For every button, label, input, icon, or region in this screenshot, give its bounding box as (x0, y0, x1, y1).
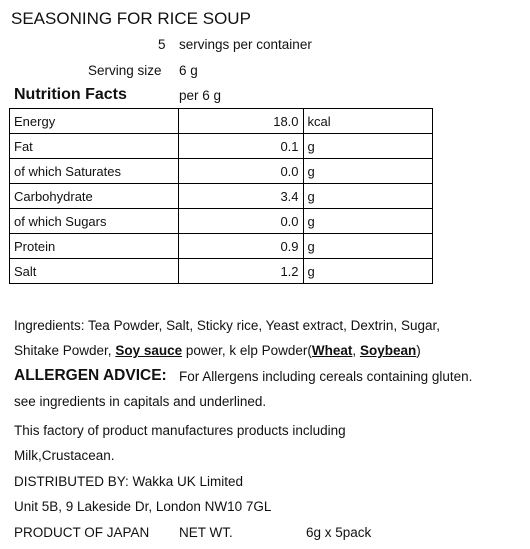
allergen-text: For Allergens including cereals containing gluten. (179, 369, 473, 384)
product-title: SEASONING FOR RICE SOUP (11, 9, 251, 28)
serving-size-label: Serving size (88, 63, 162, 78)
table-row (10, 209, 433, 234)
nutrient-unit: g (303, 234, 432, 259)
table-row (10, 259, 433, 284)
nutrient-unit: g (303, 209, 432, 234)
net-weight-value: 6g x 5pack (306, 525, 372, 540)
allergen-wheat: Wheat (311, 343, 353, 358)
ingredients-close: ) (416, 343, 421, 358)
nutrition-facts-heading: Nutrition Facts (14, 86, 127, 103)
product-origin: PRODUCT OF JAPAN (14, 525, 150, 540)
servings-count: 5 (158, 37, 166, 52)
table-row (10, 109, 433, 134)
nutrient-value: 3.4 (179, 184, 303, 209)
serving-size-value: 6 g (179, 63, 198, 78)
nutrient-name: of which Saturates (10, 159, 179, 184)
factory-line-1: This factory of product manufactures products including (14, 423, 346, 438)
nutrient-unit: g (303, 134, 432, 159)
net-weight-label: NET WT. (179, 525, 233, 540)
nutrient-value: 0.1 (179, 134, 303, 159)
allergen-soy-sauce: Soy sauce (115, 343, 183, 358)
ingredients-separator: , (352, 343, 360, 358)
table-row (10, 184, 433, 209)
allergen-line-2: see ingredients in capitals and underlined. (14, 394, 267, 409)
nutrition-per-label: per 6 g (179, 88, 222, 103)
nutrient-unit: kcal (303, 109, 432, 134)
nutrient-unit: g (303, 159, 432, 184)
table-row (10, 234, 433, 259)
nutrient-value: 18.0 (179, 109, 303, 134)
servings-label: servings per container (179, 37, 312, 52)
distributor-address: Unit 5B, 9 Lakeside Dr, London NW10 7GL (14, 499, 272, 514)
factory-line-2: Milk,Crustacean. (14, 448, 115, 463)
ingredients-line-1: Ingredients: Tea Powder, Salt, Sticky rice, Yeast extract, Dextrin, Sugar, (14, 318, 440, 333)
nutrition-table (9, 108, 433, 284)
ingredients-text: Shitake Powder, (14, 343, 116, 358)
nutrient-name: Carbohydrate (10, 184, 179, 209)
nutrient-value: 0.0 (179, 209, 303, 234)
allergen-heading: ALLERGEN ADVICE: (14, 367, 167, 384)
nutrient-name: Fat (10, 134, 179, 159)
nutrient-value: 0.0 (179, 159, 303, 184)
allergen-soybean: Soybean (359, 343, 417, 358)
ingredients-text: power, k elp Powder( (182, 343, 312, 358)
ingredients-line-2 (14, 343, 421, 358)
nutrient-value: 1.2 (179, 259, 303, 284)
nutrient-value: 0.9 (179, 234, 303, 259)
nutrient-unit: g (303, 184, 432, 209)
distributor-line-1: DISTRIBUTED BY: Wakka UK Limited (14, 474, 244, 489)
nutrient-name: Salt (10, 259, 179, 284)
nutrient-name: of which Sugars (10, 209, 179, 234)
nutrient-name: Protein (10, 234, 179, 259)
nutrient-unit: g (303, 259, 432, 284)
table-row (10, 159, 433, 184)
table-row (10, 134, 433, 159)
nutrient-name: Energy (10, 109, 179, 134)
